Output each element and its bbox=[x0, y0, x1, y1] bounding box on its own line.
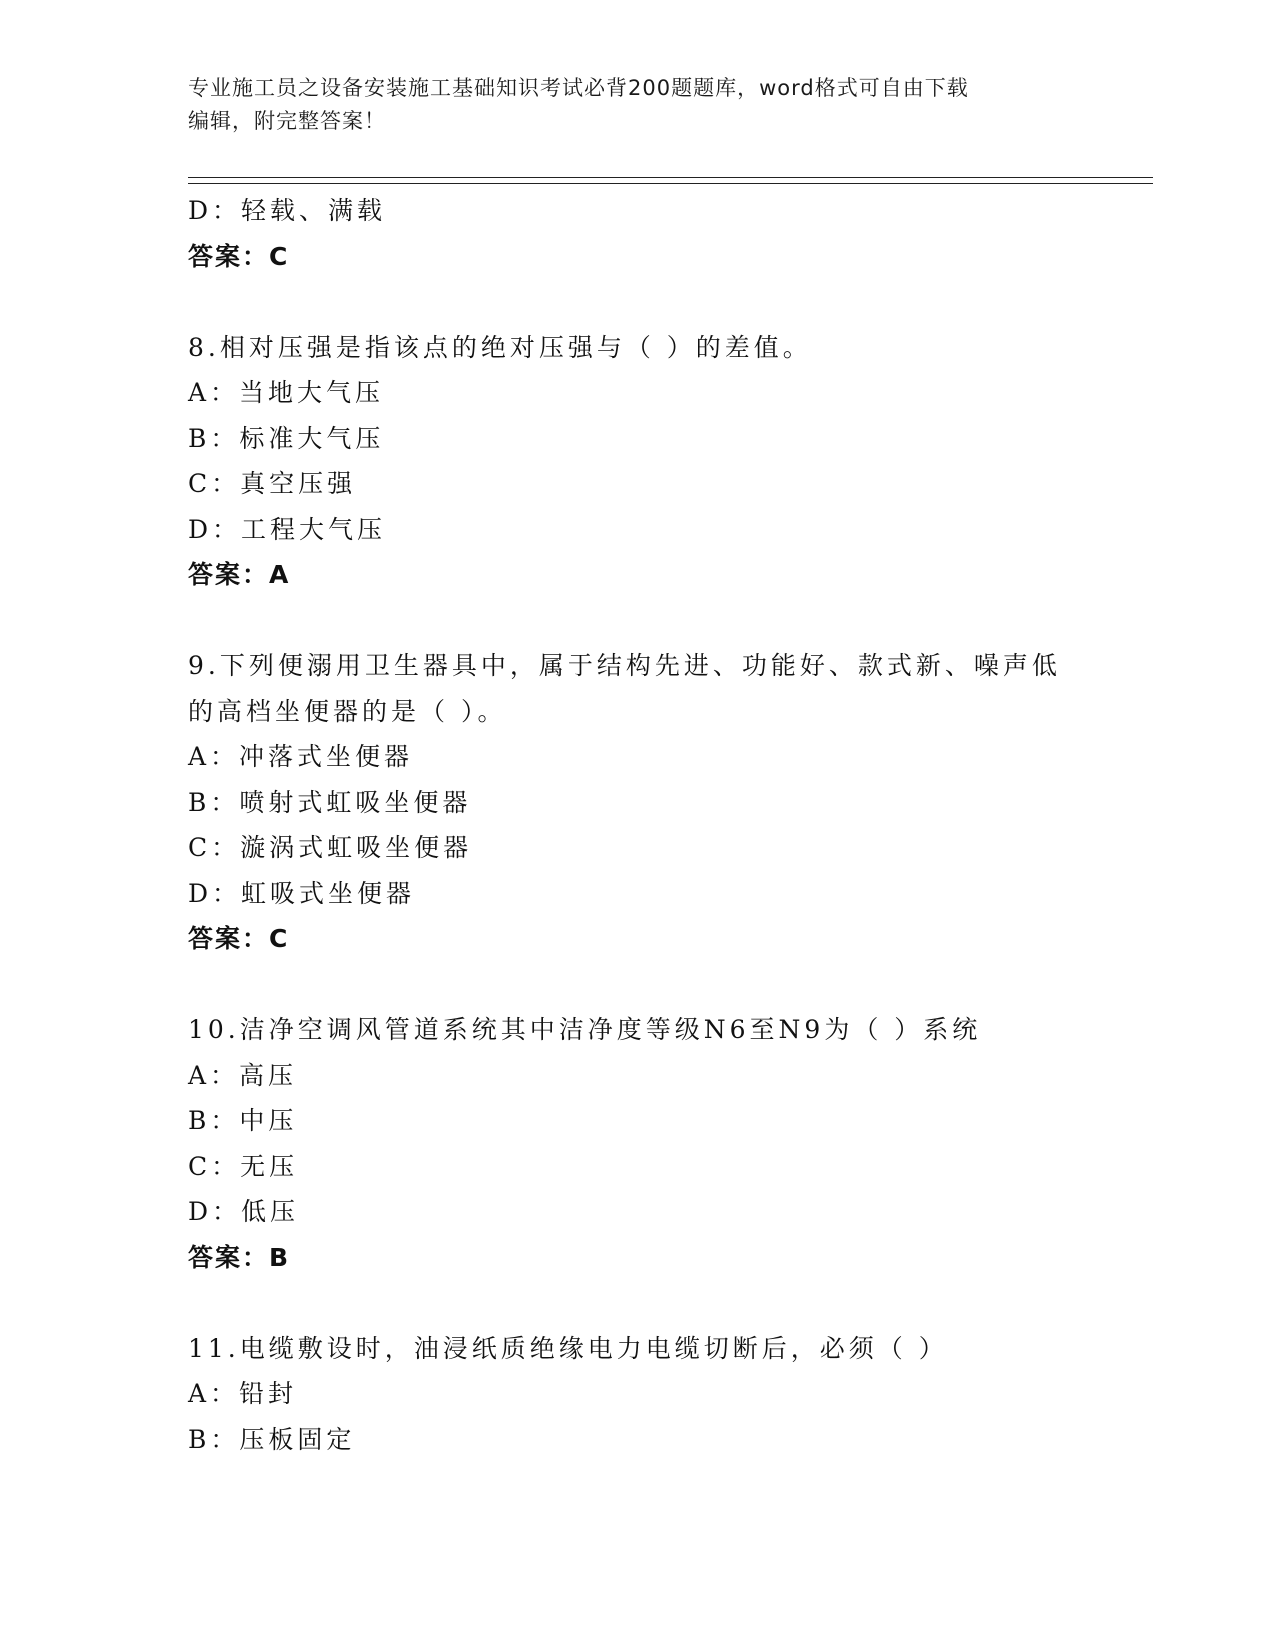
option-c: C：漩涡式虹吸坐便器 bbox=[188, 833, 473, 862]
question-gap bbox=[188, 962, 1088, 1008]
option-d: D：虹吸式坐便器 bbox=[188, 878, 416, 908]
question-stem: 8.相对压强是指该点的绝对压强与（ ）的差值。 bbox=[188, 332, 812, 362]
header-line-2: 编辑，附完整答案！ bbox=[188, 109, 386, 133]
option-b: B：压板固定 bbox=[188, 1424, 356, 1454]
option-d: D：工程大气压 bbox=[188, 514, 387, 544]
option-b: B：中压 bbox=[188, 1106, 298, 1135]
option-d: D：轻载、满载 bbox=[188, 196, 387, 225]
option-d: D：低压 bbox=[188, 1197, 300, 1226]
header-divider-bottom bbox=[188, 183, 1153, 184]
answer-line: 答案：C bbox=[188, 241, 290, 271]
option-a: A：当地大气压 bbox=[188, 378, 385, 407]
option-c: C：真空压强 bbox=[188, 469, 357, 498]
answer-line: 答案：C bbox=[188, 924, 290, 953]
answer-line: 答案：A bbox=[188, 560, 291, 589]
document-header bbox=[188, 72, 1068, 138]
option-a: A：冲落式坐便器 bbox=[188, 742, 414, 771]
question-stem-continued: 的高档坐便器的是（ ）。 bbox=[188, 696, 507, 726]
option-a: A：铅封 bbox=[188, 1379, 298, 1408]
question-stem: 10.洁净空调风管道系统其中洁净度等级N6至N9为（ ）系统 bbox=[188, 1015, 982, 1044]
question-gap bbox=[188, 279, 1088, 325]
question-gap bbox=[188, 1280, 1088, 1326]
previous-question-tail bbox=[188, 188, 1088, 279]
question-list bbox=[188, 188, 1088, 1462]
option-b: B：标准大气压 bbox=[188, 423, 385, 453]
option-c: C：无压 bbox=[188, 1151, 299, 1181]
question-stem: 11.电缆敷设时，油浸纸质绝缘电力电缆切断后，必须（ ） bbox=[188, 1333, 948, 1363]
header-divider-top bbox=[188, 177, 1153, 178]
question-9 bbox=[188, 643, 1088, 962]
question-gap bbox=[188, 598, 1088, 644]
option-a: A：高压 bbox=[188, 1060, 298, 1090]
option-b: B：喷射式虹吸坐便器 bbox=[188, 787, 472, 817]
question-11 bbox=[188, 1326, 1088, 1463]
question-stem: 9.下列便溺用卫生器具中，属于结构先进、功能好、款式新、噪声低 bbox=[188, 651, 1061, 680]
header-line-1: 专业施工员之设备安装施工基础知识考试必背200题题库，word格式可自由下载 bbox=[188, 76, 969, 100]
question-8 bbox=[188, 325, 1088, 598]
answer-line: 答案：B bbox=[188, 1242, 291, 1272]
question-10 bbox=[188, 1007, 1088, 1280]
